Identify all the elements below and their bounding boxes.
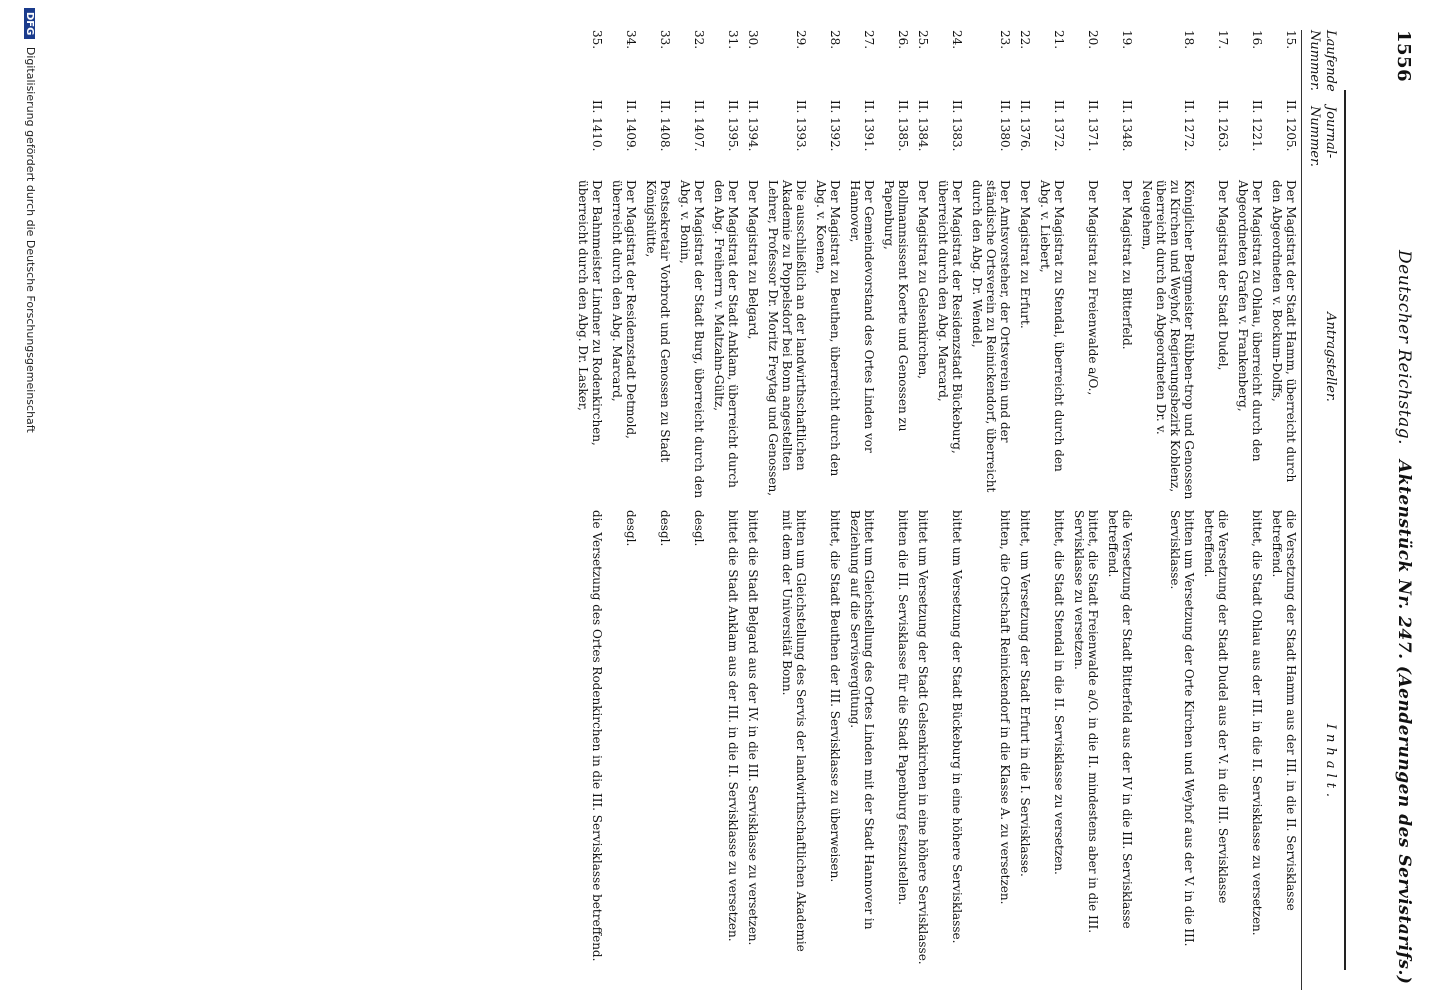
content-text: bitten um Versetzung der Orte Kirchen und Weyhof aus der V. in die III. Servisklasse.: [1168, 510, 1196, 947]
table-row: [913, 30, 933, 990]
table-row: [675, 30, 709, 990]
footer-credit: [24, 8, 37, 998]
content-text: bittet die Stadt Anklam aus der III. in die II. Servisklasse zu versetzen.: [726, 510, 740, 942]
journal-number: II. 1205.: [1284, 100, 1298, 152]
journal-number: II. 1392.: [828, 100, 842, 152]
content-text: die Versetzung der Stadt Dudel aus der V. in die III. Servisklasse betreffend.: [1202, 510, 1230, 904]
journal-number: II. 1272.: [1182, 100, 1196, 152]
row-number: 35.: [590, 30, 604, 50]
content-text: bittet die Stadt Belgard aus der IV. in die III. Servisklasse zu versetzen.: [746, 510, 760, 946]
journal-number: II. 1263.: [1216, 100, 1230, 152]
applicant-text: Postsekretair Vorbrodt und Genossen zu Stadt Königshütte,: [644, 180, 672, 463]
table-row: [1035, 30, 1069, 990]
row-number: 33.: [658, 30, 672, 50]
content-text: bittet, um Versetzung der Stadt Erfurt in die I. Servisklasse.: [1018, 510, 1032, 877]
footer-text: Digitalisierung gefördert durch die Deutsche Forschungsgemeinschaft: [24, 46, 37, 433]
row-number: 20.: [1086, 30, 1100, 50]
table-row: [641, 30, 675, 990]
applicant-text: Der Magistrat der Stadt Anklam, überreicht durch den Abg. Freiherrn v. Maltzahn-Gültz,: [712, 180, 740, 488]
table-row: [811, 30, 845, 990]
table-row: [1069, 30, 1103, 990]
journal-number: II. 1384.: [916, 100, 930, 152]
applicant-text: Bollmannsissent Koerte und Genossen zu Papenburg,: [882, 180, 910, 432]
journal-number: II. 1407.: [692, 100, 706, 152]
row-number: 17.: [1216, 30, 1230, 50]
content-text: bittet, die Stadt Freienwalde a/O. in die II. mindestens aber in die III. Servisklasse zu versetzen.: [1072, 510, 1100, 934]
table-row: [967, 30, 1015, 990]
content-text: bittet, die Stadt Stendal in die II. Servisklasse zu versetzen.: [1052, 510, 1066, 875]
applicant-text: Der Magistrat zu Freienwalde a/O.,: [1086, 180, 1100, 396]
content-text: bittet um Versetzung der Stadt Bückeburg in eine höhere Servisklasse.: [950, 510, 964, 944]
row-number: 26.: [896, 30, 910, 50]
table-row: [1199, 30, 1233, 990]
applicant-text: Der Magistrat der Residenzstadt Bückeburg, überreicht durch den Abg. Marcard,: [936, 180, 964, 454]
page-header: [1378, 30, 1418, 985]
applicant-text: Der Magistrat zu Belgard,: [746, 180, 760, 340]
table-row: [573, 30, 607, 990]
row-number: 34.: [624, 30, 638, 50]
table-row: [845, 30, 879, 990]
applicant-text: Der Magistrat der Stadt Burg, überreicht durch den Abg. v. Bonin,: [678, 180, 706, 499]
content-text: bittet um Gleichstellung des Ortes Linden mit der Stadt Hannover in Beziehung auf die Servisvergütung.: [848, 510, 876, 930]
content-text: die Versetzung der Stadt Hamm aus der III. in die II. Servisklasse betreffend.: [1270, 510, 1298, 911]
applicant-text: Der Magistrat zu Gelsenkirchen,: [916, 180, 930, 380]
publication-title: Deutscher Reichstag.: [1394, 250, 1414, 445]
journal-number: II. 1376.: [1018, 100, 1032, 152]
applicant-text: Der Magistrat zu Erfurt.: [1018, 180, 1032, 329]
table-row: [1103, 30, 1137, 990]
journal-number: II. 1385.: [896, 100, 910, 152]
petition-table: [573, 30, 1342, 990]
journal-number: II. 1395.: [726, 100, 740, 152]
row-number: 27.: [862, 30, 876, 50]
applicant-text: Der Magistrat zu Bitterfeld.: [1120, 180, 1134, 350]
journal-number: II. 1371.: [1086, 100, 1100, 152]
row-number: 18.: [1182, 30, 1196, 50]
table-row: [743, 30, 763, 990]
row-number: 24.: [950, 30, 964, 50]
journal-number: II. 1391.: [862, 100, 876, 152]
journal-number: II. 1221.: [1250, 100, 1264, 152]
journal-number: II. 1372.: [1052, 100, 1066, 152]
row-number: 30.: [746, 30, 760, 50]
row-number: 32.: [692, 30, 706, 50]
journal-number: II. 1348.: [1120, 100, 1134, 152]
content-text: desgl.: [658, 510, 672, 547]
row-number: 21.: [1052, 30, 1066, 50]
table-header: [1301, 30, 1342, 990]
top-rule: [1344, 90, 1346, 970]
journal-number: II. 1393.: [794, 100, 808, 152]
table-row: [607, 30, 641, 990]
applicant-text: Königlicher Bergmeister Rübben-trop und Genossen zu Kirchen und Weyhof, Regierungsbezirk Koblenz, überreicht durch den Abgeordneten Dr. v. Neugehem,: [1140, 180, 1196, 500]
applicant-text: Die ausschließlich an der landwirthschaftlichen Akademie zu Poppelsdorf bei Bonn angestellten Lehrer, Professor Dr. Moritz Freytag und Genossen,: [766, 180, 808, 497]
journal-number: II. 1410.: [590, 100, 604, 152]
content-text: bitten um Gleichstellung des Servis der landwirthschaftlichen Akademie mit dem der Universität Bonn.: [780, 510, 808, 952]
column-header-antragsteller: Antragsteller.: [1323, 312, 1338, 402]
section-title: Aktenstück Nr. 247. (Aenderungen des Servistarifs.): [1394, 460, 1414, 985]
applicant-text: Der Magistrat zu Stendal, überreicht durch den Abg. v. Liebert,: [1038, 180, 1066, 472]
row-number: 16.: [1250, 30, 1264, 50]
table-row: [879, 30, 913, 990]
journal-number: II. 1380.: [998, 100, 1012, 152]
applicant-text: Der Magistrat zu Beuthen, überreicht durch den Abg. v. Koenen,: [814, 180, 842, 477]
row-number: 15.: [1284, 30, 1298, 50]
journal-number: II. 1409.: [624, 100, 638, 152]
journal-number: II. 1383.: [950, 100, 964, 152]
journal-number: II. 1394.: [746, 100, 760, 152]
content-text: die Versetzung der Stadt Bitterfeld aus der IV in die III. Servisklasse betreffend.: [1106, 510, 1134, 929]
applicant-text: Der Bahnmeister Lindner zu Rodenkirchen, überreicht durch den Abg. Dr. Lasker,: [576, 180, 604, 446]
content-text: bitten die III. Servisklasse für die Stadt Papenburg festzustellen.: [896, 510, 910, 905]
content-text: bittet, die Stadt Beuthen der III. Servisklasse zu überweisen.: [828, 510, 842, 883]
table-row: [933, 30, 967, 990]
table-row: [1267, 30, 1301, 990]
row-number: 22.: [1018, 30, 1032, 50]
row-number: 31.: [726, 30, 740, 50]
applicant-text: Der Gemeindevorstand des Ortes Linden vor Hannover,: [848, 180, 876, 453]
content-text: desgl.: [624, 510, 638, 547]
row-number: 19.: [1120, 30, 1134, 50]
table-row: [1137, 30, 1199, 990]
content-text: die Versetzung des Ortes Rodenkirchen in die III. Servisklasse betreffend.: [590, 510, 604, 962]
content-text: bittet, die Stadt Ohlau aus der III. in die II. Servisklasse zu versetzen.: [1250, 510, 1264, 936]
content-text: desgl.: [692, 510, 706, 547]
content-text: bitten, die Ortschaft Reinickendorf in die Klasse A. zu versetzen.: [998, 510, 1012, 905]
dfg-logo: DFG: [24, 8, 35, 39]
table-row: [763, 30, 811, 990]
applicant-text: Der Magistrat der Stadt Dudel,: [1216, 180, 1230, 371]
column-header-journal-nummer: Journal-Nummer.: [1307, 106, 1338, 168]
row-number: 28.: [828, 30, 842, 50]
row-number: 23.: [998, 30, 1012, 50]
journal-number: II. 1408.: [658, 100, 672, 152]
page-number: 1556: [1393, 30, 1414, 83]
column-header-laufende-nummer: Laufende Nummer.: [1307, 30, 1338, 92]
row-number: 29.: [794, 30, 808, 50]
applicant-text: Der Magistrat zu Ohlau, überreicht durch den Abgeordneten Grafen v. Frankenberg,: [1236, 180, 1264, 462]
applicant-text: Der Amtsvorsteher, der Ortsverein und der ständische Ortsverein zu Reinickendorf, überreicht durch den Abg. Dr. Wendel,: [970, 180, 1012, 493]
row-number: 25.: [916, 30, 930, 50]
content-text: bittet um Versetzung der Stadt Gelsenkirchen in eine höhere Servisklasse.: [916, 510, 930, 965]
table-row: [709, 30, 743, 990]
applicant-text: Der Magistrat der Residenzstadt Detmold, überreicht durch den Abg. Marcard,: [610, 180, 638, 439]
table-row: [1015, 30, 1035, 990]
column-header-inhalt: Inhalt.: [1323, 723, 1338, 803]
applicant-text: Der Magistrat der Stadt Hamm, überreicht durch den Abgeordneten v. Bockum-Dolffs,: [1270, 180, 1298, 483]
table-row: [1233, 30, 1267, 990]
